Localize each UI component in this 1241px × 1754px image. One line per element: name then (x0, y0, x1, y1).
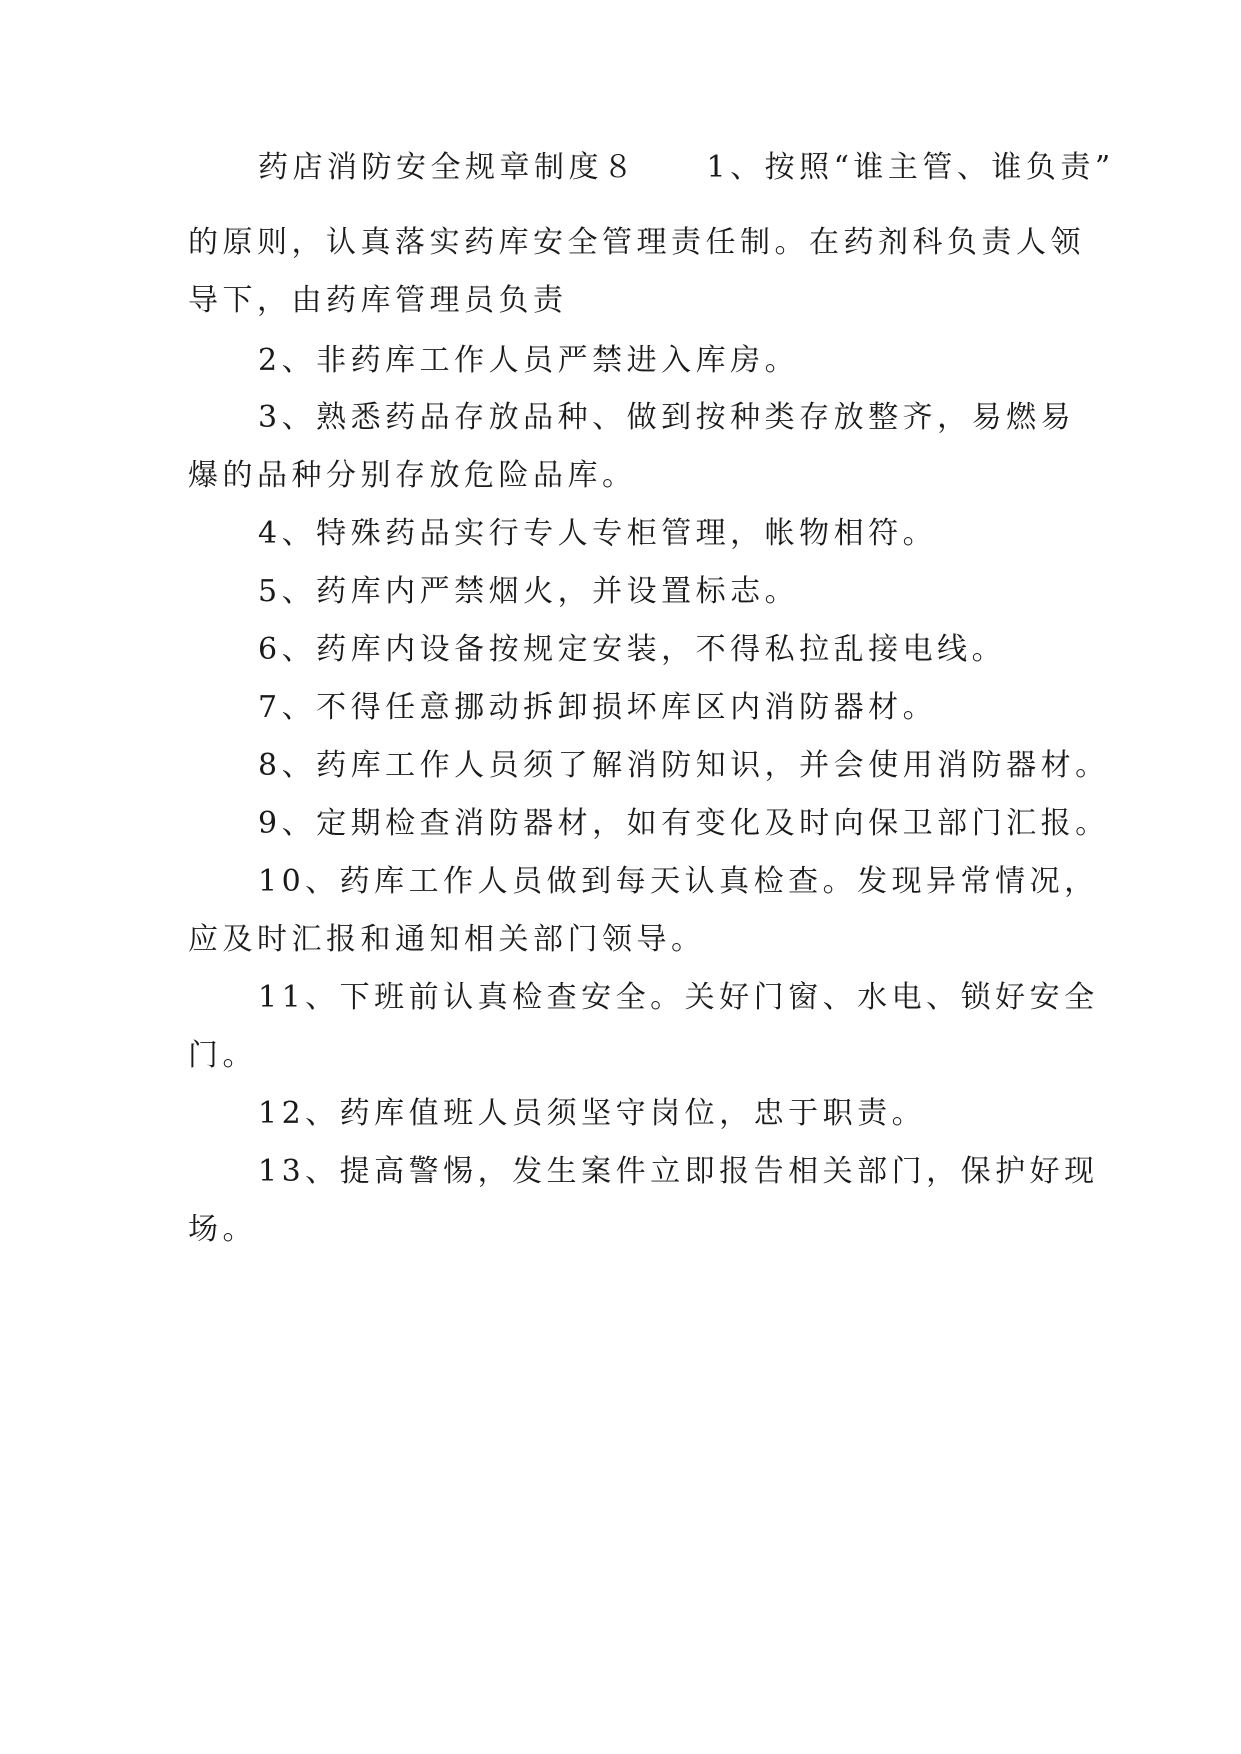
text-line: 4、特殊药品实行专人专柜管理，帐物相符。 (258, 516, 938, 551)
text-line: 药店消防安全规章制度８ 1、按照“谁主管、谁负责” (258, 150, 1115, 185)
text-line: 10、药库工作人员做到每天认真检查。发现异常情况， (258, 864, 1099, 899)
text-line: 11、下班前认真检查安全。关好门窗、水电、锁好安全 (258, 980, 1099, 1015)
text-line: 7、不得任意挪动拆卸损坏库区内消防器材。 (258, 690, 938, 725)
text-line: 12、药库值班人员须坚守岗位，忠于职责。 (258, 1096, 927, 1131)
text-line: 2、非药库工作人员严禁进入库房。 (258, 343, 800, 378)
text-line: 门。 (188, 1038, 257, 1073)
text-line: 13、提高警惕，发生案件立即报告相关部门，保护好现 (258, 1154, 1099, 1189)
text-line: 场。 (188, 1212, 257, 1247)
text-line: 的原则，认真落实药库安全管理责任制。在药剂科负责人领 (188, 225, 1085, 260)
text-line: 导下，由药库管理员负责 (188, 283, 568, 318)
text-line: 9、定期检查消防器材，如有变化及时向保卫部门汇报。 (258, 806, 1110, 841)
text-line: 3、熟悉药品存放品种、做到按种类存放整齐，易燃易 (258, 400, 1076, 435)
text-line: 6、药库内设备按规定安装，不得私拉乱接电线。 (258, 632, 1007, 667)
text-line: 8、药库工作人员须了解消防知识，并会使用消防器材。 (258, 748, 1110, 783)
text-line: 5、药库内严禁烟火，并设置标志。 (258, 574, 800, 609)
text-line: 应及时汇报和通知相关部门领导。 (188, 922, 706, 957)
text-line: 爆的品种分别存放危险品库。 (188, 458, 637, 493)
